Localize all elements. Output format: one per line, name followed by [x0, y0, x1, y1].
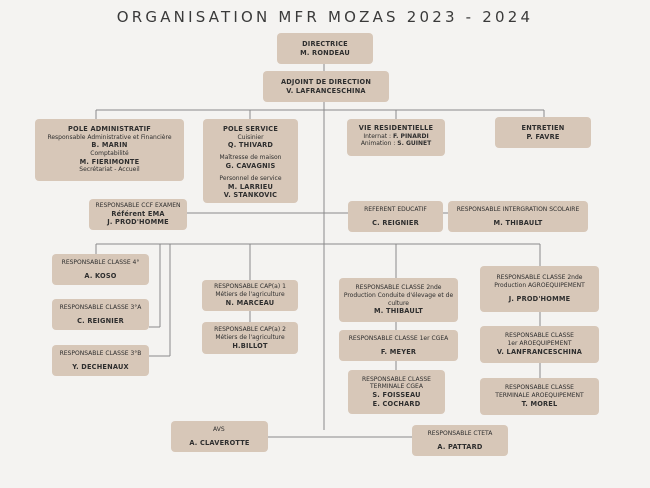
directrice-role: DIRECTRICE: [302, 39, 348, 48]
adjoint-box: [263, 71, 389, 102]
cap-2-name: H.BILLOT: [232, 341, 268, 350]
internat-label: Internat :: [363, 132, 393, 140]
premiere-cgea-name: F. MEYER: [380, 347, 417, 356]
ccf-role2: Référent EMA: [111, 209, 165, 218]
ccf-role: RESPONSABLE CCF EXAMEN: [95, 202, 181, 210]
seconde-production-role: RESPONSABLE CLASSE 2nde: [355, 284, 442, 292]
animation-name: S. GUINET: [397, 140, 432, 148]
classe-4-role: RESPONSABLE CLASSE 4°: [61, 258, 140, 266]
integration-name: M. THIBAULT: [493, 218, 543, 227]
avs-box: [171, 421, 268, 452]
pole-service-box: [203, 119, 298, 203]
premiere-agro-name: V. LANFRANCESCHINA: [496, 348, 583, 357]
classe-3b-box: [52, 345, 149, 376]
classe-4-box: [52, 254, 149, 285]
terminale-cgea-name2: E. COCHARD: [372, 399, 421, 408]
pole-admin-role3: Secrétariat - Accueil: [79, 166, 140, 174]
cteta-box: [412, 425, 508, 456]
pole-service-name4: V. STANKOVIC: [223, 191, 278, 200]
classe-3b-name: Y. DECHENAUX: [72, 362, 129, 371]
pole-admin-name1: B. MARIN: [91, 141, 128, 150]
pole-service-role1: Cuisinier: [237, 133, 264, 141]
cap-1-role: RESPONSABLE CAP(a) 1: [214, 283, 286, 291]
pole-service-name2: G. CAVAGNIS: [225, 162, 276, 171]
chart-title: ORGANISATION MFR MOZAS 2023 - 2024: [116, 8, 534, 26]
entretien-box: [495, 117, 591, 148]
vie-residentielle-line1: [349, 133, 443, 141]
internat-name: F. PINARDI: [392, 132, 429, 140]
ccf-name: J. PROD'HOMME: [107, 218, 169, 227]
pole-admin-role1: Responsable Administrative et Financière: [47, 133, 172, 141]
pole-service-role2: Maîtresse de maison: [219, 154, 282, 162]
integration-role: RESPONSABLE INTERGRATION SCOLAIRE: [456, 205, 580, 213]
terminale-cgea-name1: S. FOISSEAU: [372, 391, 421, 400]
premiere-cgea-role: RESPONSABLE CLASSE 1er CGEA: [348, 334, 449, 342]
cap-2-role: RESPONSABLE CAP(a) 2: [214, 325, 286, 333]
vie-residentielle-title: VIE RESIDENTIELLE: [358, 124, 434, 132]
classe-3b-role: RESPONSABLE CLASSE 3°B: [59, 349, 142, 357]
pole-service-role3: Personnel de service: [219, 175, 282, 183]
entretien-title: ENTRETIEN: [521, 123, 565, 132]
adjoint-role: ADJOINT DE DIRECTION: [280, 77, 372, 86]
referent-educatif-box: [348, 201, 443, 232]
pole-administratif-box: [35, 119, 184, 181]
cap-1-name: N. MARCEAU: [225, 299, 275, 308]
vie-residentielle-line2: [349, 140, 443, 148]
pole-service-name1: Q. THIVARD: [227, 141, 274, 150]
seconde-agro-role: RESPONSABLE CLASSE 2nde: [496, 274, 583, 282]
seconde-production-box: [339, 278, 458, 322]
cteta-name: A. PATTARD: [437, 442, 483, 451]
premiere-agro-role: RESPONSABLE CLASSE: [505, 332, 574, 340]
directrice-name: M. RONDEAU: [300, 48, 350, 57]
ccf-examen-box: [89, 199, 187, 230]
terminale-cgea-role: RESPONSABLE CLASSE: [362, 375, 431, 383]
seconde-agro-name: J. PROD'HOMME: [508, 295, 571, 304]
pole-admin-title: POLE ADMINISTRATIF: [68, 125, 151, 133]
terminale-cgea-box: [348, 370, 445, 414]
premiere-agro-box: [480, 326, 599, 363]
seconde-production-role2: Production Conduite d'élevage et de culture: [343, 291, 454, 307]
classe-3a-role: RESPONSABLE CLASSE 3°A: [59, 303, 142, 311]
classe-3a-name: C. REIGNIER: [77, 316, 124, 325]
integration-scolaire-box: [448, 201, 588, 232]
pole-service-name3: M. LARRIEU: [227, 182, 274, 191]
avs-name: A. CLAVEROTTE: [189, 438, 250, 447]
adjoint-name: V. LAFRANCESCHINA: [286, 86, 366, 95]
referent-educatif-name: C. REIGNIER: [372, 218, 419, 227]
animation-label: Animation :: [360, 140, 398, 148]
premiere-agro-role2: 1er AROEQUIPEMENT: [507, 340, 572, 348]
terminale-agro-name: T. MOREL: [521, 400, 558, 409]
vie-residentielle-box: [347, 119, 445, 156]
terminale-cgea-role2: TERMINALE CGEA: [370, 383, 423, 391]
pole-service-title: POLE SERVICE: [222, 125, 279, 133]
cap-1-box: [202, 280, 298, 311]
terminale-agro-box: [480, 378, 599, 415]
cap-1-role2: Métiers de l'agriculture: [215, 291, 285, 299]
entretien-name: P. FAVRE: [526, 132, 560, 141]
terminale-agro-role: RESPONSABLE CLASSE: [505, 384, 574, 392]
premiere-cgea-box: [339, 330, 458, 361]
seconde-agro-box: [480, 266, 599, 312]
pole-admin-name2: M. FIERIMONTE: [79, 157, 140, 166]
referent-educatif-role: REFERENT EDUCATIF: [364, 205, 427, 213]
seconde-production-name: M. THIBAULT: [374, 307, 423, 316]
cap-2-role2: Métiers de l'agriculture: [215, 333, 285, 341]
avs-role: AVS: [213, 425, 225, 433]
seconde-agro-role2: Production AGROEQUIPEMENT: [494, 282, 585, 290]
classe-3a-box: [52, 299, 149, 330]
cteta-role: RESPONSABLE CTETA: [427, 429, 493, 437]
directrice-box: [277, 33, 373, 64]
terminale-agro-role2: TERMINALE AROEQUIPEMENT: [495, 392, 584, 400]
pole-admin-role2: Comptabilité: [90, 149, 129, 157]
classe-4-name: A. KOSO: [84, 271, 117, 280]
cap-2-box: [202, 322, 298, 354]
